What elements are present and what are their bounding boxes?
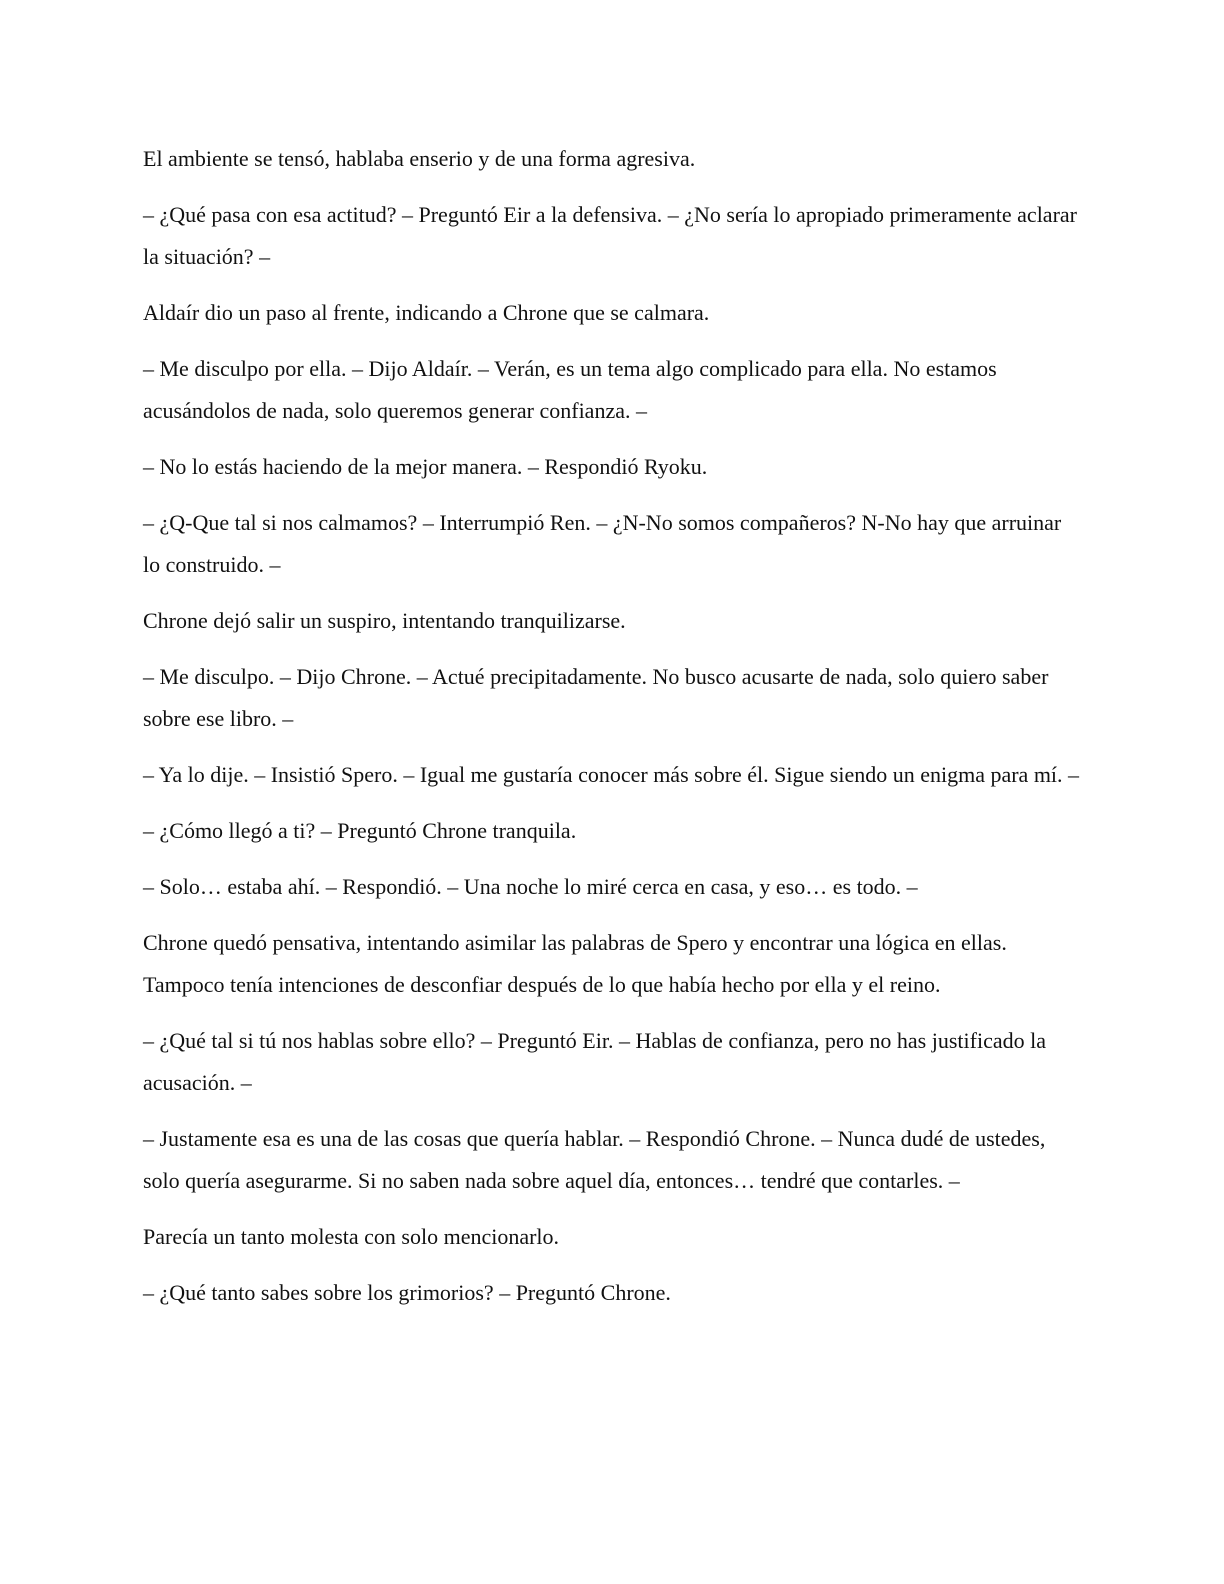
paragraph: – ¿Qué tanto sabes sobre los grimorios? – Preguntó Chrone. — [143, 1280, 671, 1305]
paragraph: – ¿Qué tal si tú nos hablas sobre ello? – Preguntó Eir. – Hablas de confianza, pero no has justificado la acusación. – — [143, 1028, 1046, 1095]
paragraph: – No lo estás haciendo de la mejor manera. – Respondió Ryoku. — [143, 454, 708, 479]
paragraph: Chrone quedó pensativa, intentando asimilar las palabras de Spero y encontrar una lógica en ellas. Tampoco tenía intenciones de desconfiar después de lo que había hecho por ella y el reino. — [143, 930, 1007, 997]
paragraph: – ¿Q-Que tal si nos calmamos? – Interrumpió Ren. – ¿N-No somos compañeros? N-No hay que arruinar lo construido. – — [143, 510, 1062, 577]
paragraph: – Justamente esa es una de las cosas que quería hablar. – Respondió Chrone. – Nunca dudé de ustedes, solo quería asegurarme. Si no saben nada sobre aquel día, entonces… tendré que contarles. – — [143, 1126, 1046, 1193]
paragraph: Parecía un tanto molesta con solo mencionarlo. — [143, 1224, 560, 1249]
paragraph: El ambiente se tensó, hablaba enserio y de una forma agresiva. — [143, 146, 696, 171]
paragraph: – ¿Qué pasa con esa actitud? – Preguntó Eir a la defensiva. – ¿No sería lo apropiado primeramente aclarar la situación? – — [143, 202, 1077, 269]
paragraph: – ¿Cómo llegó a ti? – Preguntó Chrone tranquila. — [143, 818, 577, 843]
paragraph: – Solo… estaba ahí. – Respondió. – Una noche lo miré cerca en casa, y eso… es todo. – — [143, 874, 918, 899]
body-text — [143, 138, 1083, 1328]
paragraph: – Ya lo dije. – Insistió Spero. – Igual me gustaría conocer más sobre él. Sigue siendo un enigma para mí. – — [143, 762, 1080, 787]
paragraph: – Me disculpo. – Dijo Chrone. – Actué precipitadamente. No busco acusarte de nada, solo quiero saber sobre ese libro. – — [143, 664, 1049, 731]
paragraph: Chrone dejó salir un suspiro, intentando tranquilizarse. — [143, 608, 626, 633]
paragraph: – Me disculpo por ella. – Dijo Aldaír. – Verán, es un tema algo complicado para ella. No estamos acusándolos de nada, solo queremos generar confianza. – — [143, 356, 997, 423]
paragraph: Aldaír dio un paso al frente, indicando a Chrone que se calmara. — [143, 300, 710, 325]
